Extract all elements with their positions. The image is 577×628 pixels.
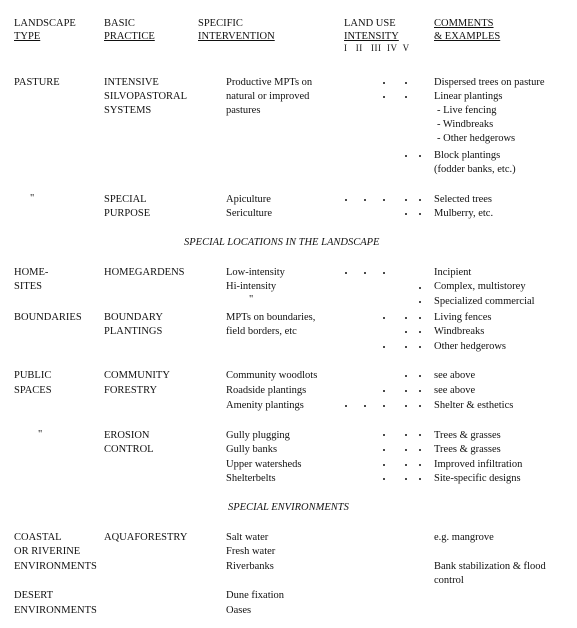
intensity-dot-dispersed-trees-4 [405, 82, 407, 84]
header-practice-2: PRACTICE [104, 31, 155, 42]
landscape-spaces: SPACES [14, 385, 52, 396]
intensity-dot-sericulture-4 [405, 213, 407, 215]
intervention-amenity: Amenity plantings [226, 400, 304, 411]
intervention-salt-water: Salt water [226, 532, 269, 543]
practice-homegardens: HOMEGARDENS [104, 267, 185, 278]
intensity-dot-amenity-plantings-2 [364, 405, 366, 407]
intervention-gully-plugging: Gully plugging [226, 430, 290, 441]
comment-bank-stabilization: Bank stabilization & flood [434, 561, 546, 572]
intensity-dot-amenity-plantings-1 [345, 405, 347, 407]
landscape-desert: DESERT [14, 590, 54, 601]
intervention-riverbanks: Riverbanks [226, 561, 274, 572]
intensity-dot-amenity-plantings-3 [383, 405, 385, 407]
intensity-dot-other-hedgerows-4 [405, 346, 407, 348]
intensity-dot-hi-intensity-5 [419, 287, 421, 289]
intervention-oases: Oases [226, 605, 252, 616]
comment-other-hedgerows-2: Other hedgerows [434, 341, 507, 352]
intervention-shelterbelts: Shelterbelts [226, 473, 276, 484]
comment-windbreaks-2: Windbreaks [434, 326, 485, 337]
intensity-dot-specialized-commercial-5 [419, 301, 421, 303]
header-landscape-1: LANDSCAPE [14, 18, 76, 29]
landscape-ditto-1: " [30, 193, 35, 204]
comment-fodder-banks: (fodder banks, etc.) [434, 164, 516, 175]
intervention-gully-banks: Gully banks [226, 444, 278, 455]
comment-site-specific: Site-specific designs [434, 473, 521, 484]
intervention-productive-3: pastures [226, 105, 261, 116]
intensity-dot-shelterbelts-5 [419, 478, 421, 480]
intensity-dot-field-borders-4 [405, 331, 407, 333]
comment-incipient: Incipient [434, 267, 472, 278]
intensity-dot-community-woodlots-4 [405, 375, 407, 377]
intensity-dot-community-woodlots-5 [419, 375, 421, 377]
intensity-dot-apiculture-1 [345, 199, 347, 201]
intensity-dot-roadside-plantings-5 [419, 390, 421, 392]
landscape-ditto-2: " [38, 429, 43, 440]
intensity-dot-apiculture-5 [419, 199, 421, 201]
intensity-dot-linear-plantings-4 [405, 96, 407, 98]
landscape-environments: ENVIRONMENTS [14, 561, 97, 572]
comment-trees-grasses-1: Trees & grasses [434, 430, 501, 441]
intervention-upper-watersheds: Upper watersheds [226, 459, 302, 470]
intervention-apiculture: Apiculture [226, 194, 271, 205]
landscape-home: HOME- [14, 267, 49, 278]
header-landuse-1: LAND USE [344, 18, 396, 29]
intensity-dot-low-intensity-2 [364, 272, 366, 274]
intensity-dot-gully-banks-5 [419, 449, 421, 451]
header-comments-1: COMMENTS [434, 18, 494, 29]
intensity-dot-roadside-plantings-4 [405, 390, 407, 392]
intensity-dot-upper-watersheds-3 [383, 464, 385, 466]
comment-mulberry: Mulberry, etc. [434, 208, 494, 219]
intensity-dot-field-borders-5 [419, 331, 421, 333]
comment-other-hedgerows: - Other hedgerows [437, 133, 516, 144]
intervention-productive-2: natural or improved [226, 91, 310, 102]
practice-special-1: SPECIAL [104, 194, 147, 205]
intensity-dot-gully-plugging-5 [419, 434, 421, 436]
section-special-environments: SPECIAL ENVIRONMENTS [228, 502, 349, 513]
practice-intensive-2: SILVOPASTORAL [104, 91, 188, 102]
intensity-dot-shelterbelts-4 [405, 478, 407, 480]
intervention-productive-1: Productive MPTs on [226, 77, 313, 88]
practice-intensive-1: INTENSIVE [104, 77, 159, 88]
header-intensity-levels: I II III IV V [344, 43, 410, 53]
intervention-community-woodlots: Community woodlots [226, 370, 318, 381]
practice-boundary-2: PLANTINGS [104, 326, 163, 337]
intensity-dot-dispersed-trees-3 [383, 82, 385, 84]
intensity-dot-apiculture-3 [383, 199, 385, 201]
intensity-dot-other-hedgerows-5 [419, 346, 421, 348]
comment-see-above-2: see above [434, 385, 476, 396]
intervention-dune-fixation: Dune fixation [226, 590, 285, 601]
intensity-dot-block-plantings-4 [405, 155, 407, 157]
intensity-dot-upper-watersheds-4 [405, 464, 407, 466]
intensity-dot-apiculture-2 [364, 199, 366, 201]
intensity-dot-block-plantings-5 [419, 155, 421, 157]
intensity-dot-linear-plantings-3 [383, 96, 385, 98]
intervention-sericulture: Sericulture [226, 208, 273, 219]
intervention-mpts-boundaries: MPTs on boundaries, [226, 312, 316, 323]
comment-see-above-1: see above [434, 370, 476, 381]
practice-boundary-1: BOUNDARY [104, 312, 163, 323]
landscape-coastal: COASTAL [14, 532, 62, 543]
intensity-dot-sericulture-5 [419, 213, 421, 215]
comment-trees-grasses-2: Trees & grasses [434, 444, 501, 455]
comment-block-plantings: Block plantings [434, 150, 501, 161]
comment-windbreaks: - Windbreaks [437, 119, 494, 130]
practice-intensive-3: SYSTEMS [104, 105, 152, 116]
intensity-dot-mpts-boundaries-4 [405, 317, 407, 319]
intensity-dot-mpts-boundaries-3 [383, 317, 385, 319]
intervention-low-intensity: Low-intensity [226, 267, 285, 278]
landscape-boundaries: BOUNDARIES [14, 312, 82, 323]
comment-flood-control: control [434, 575, 464, 586]
intensity-dot-gully-banks-4 [405, 449, 407, 451]
intensity-dot-mpts-boundaries-5 [419, 317, 421, 319]
comment-dispersed-trees: Dispersed trees on pasture [434, 77, 545, 88]
practice-aquaforestry: AQUAFORESTRY [104, 532, 188, 543]
intensity-dot-roadside-plantings-3 [383, 390, 385, 392]
intensity-dot-amenity-plantings-4 [405, 405, 407, 407]
comment-selected-trees: Selected trees [434, 194, 493, 205]
practice-control: CONTROL [104, 444, 154, 455]
intensity-dot-low-intensity-1 [345, 272, 347, 274]
comment-live-fencing: - Live fencing [437, 105, 497, 116]
comment-shelter: Shelter & esthetics [434, 400, 514, 411]
practice-erosion: EROSION [104, 430, 150, 441]
intervention-ditto: " [249, 294, 254, 305]
comment-mangrove: e.g. mangrove [434, 532, 494, 543]
comment-specialized: Specialized commercial [434, 296, 535, 307]
intensity-dot-shelterbelts-3 [383, 478, 385, 480]
comment-improved-infiltration: Improved infiltration [434, 459, 523, 470]
intensity-dot-gully-plugging-4 [405, 434, 407, 436]
comment-complex: Complex, multistorey [434, 281, 526, 292]
intensity-dot-gully-plugging-3 [383, 434, 385, 436]
landscape-sites: SITES [14, 281, 43, 292]
intervention-hi-intensity: Hi-intensity [226, 281, 277, 292]
landscape-public: PUBLIC [14, 370, 52, 381]
practice-community: COMMUNITY [104, 370, 170, 381]
practice-forestry: FORESTRY [104, 385, 158, 396]
intensity-dot-apiculture-4 [405, 199, 407, 201]
section-special-locations: SPECIAL LOCATIONS IN THE LANDSCAPE [184, 237, 380, 248]
intensity-dot-gully-banks-3 [383, 449, 385, 451]
header-intervention-2: INTERVENTION [198, 31, 275, 42]
intervention-fresh-water: Fresh water [226, 546, 276, 557]
intervention-field-borders: field borders, etc [226, 326, 297, 337]
header-practice-1: BASIC [104, 18, 135, 29]
intervention-roadside: Roadside plantings [226, 385, 307, 396]
header-landuse-2: INTENSITY [344, 31, 399, 42]
comment-linear-plantings: Linear plantings [434, 91, 503, 102]
header-intervention-1: SPECIFIC [198, 18, 243, 29]
intensity-dot-amenity-plantings-5 [419, 405, 421, 407]
landscape-or-riverine: OR RIVERINE [14, 546, 81, 557]
comment-living-fences: Living fences [434, 312, 492, 323]
intensity-dot-upper-watersheds-5 [419, 464, 421, 466]
landscape-pasture: PASTURE [14, 77, 60, 88]
intensity-dot-low-intensity-3 [383, 272, 385, 274]
header-landscape-2: TYPE [14, 31, 41, 42]
practice-special-2: PURPOSE [104, 208, 151, 219]
landscape-desert-environments: ENVIRONMENTS [14, 605, 97, 616]
intensity-dot-other-hedgerows-3 [383, 346, 385, 348]
header-comments-2: & EXAMPLES [434, 31, 501, 42]
